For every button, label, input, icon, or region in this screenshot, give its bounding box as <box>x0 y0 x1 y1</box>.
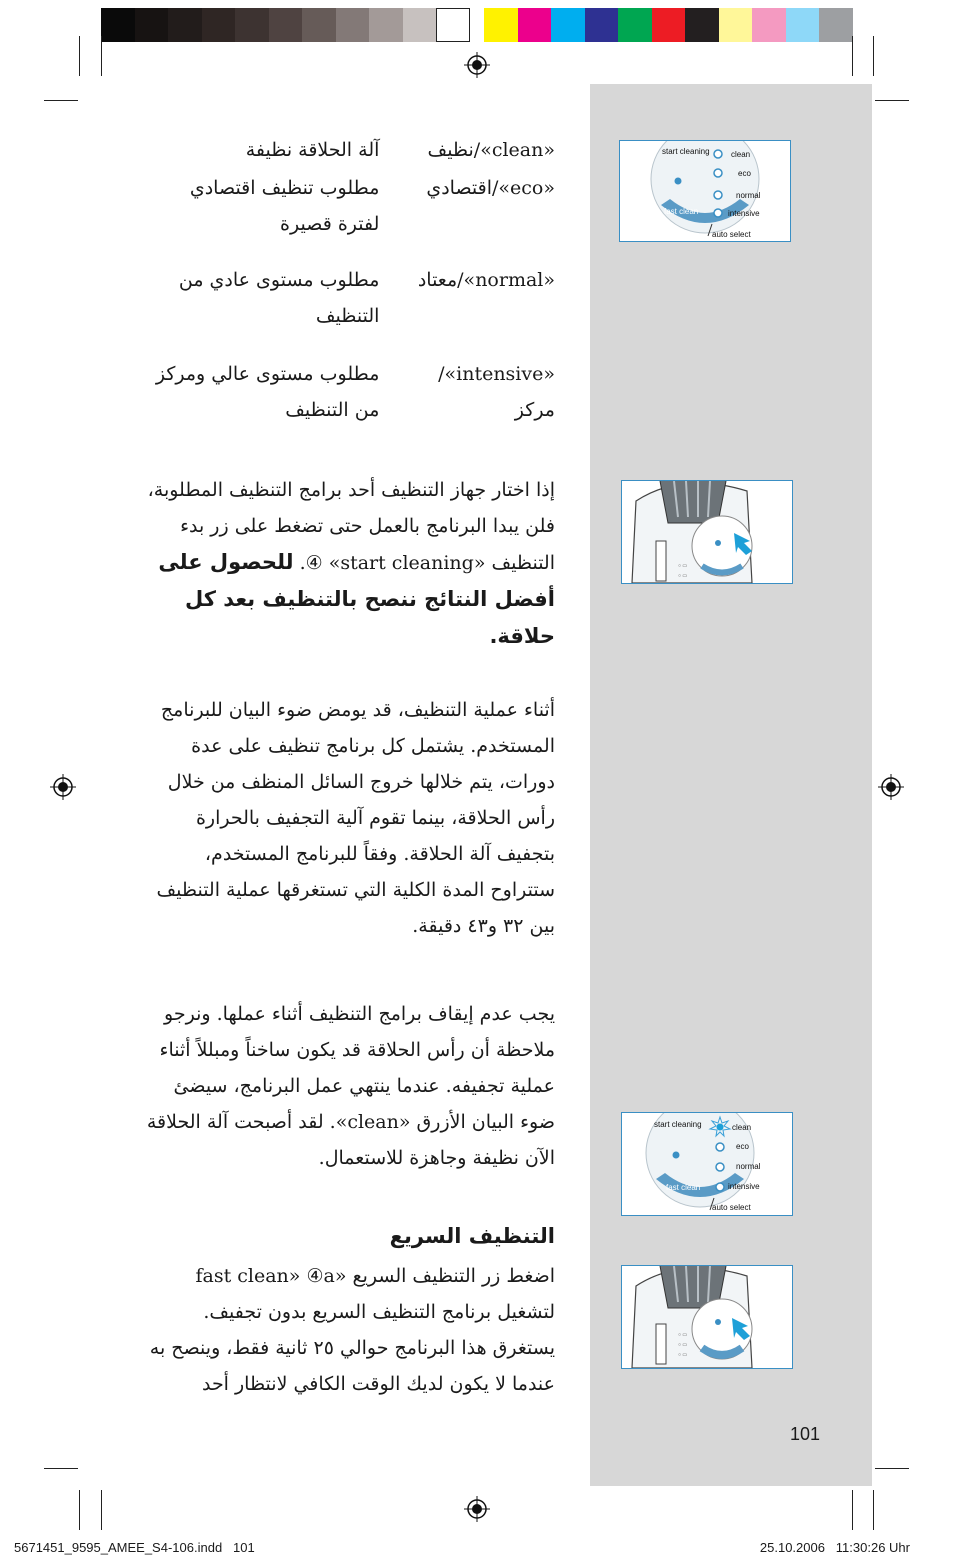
gray-swatch <box>202 8 236 42</box>
tip-bold-text: للحصول على أفضل النتائج ننصح بالتنظيف بعد كل حلاقة. <box>158 550 555 648</box>
control-dial <box>622 1113 792 1215</box>
gray-swatch <box>135 8 169 42</box>
crop-mark <box>875 100 909 101</box>
registration-mark <box>50 774 76 800</box>
registration-mark <box>464 52 490 78</box>
normal-label: normal <box>736 191 761 200</box>
clean-label: clean <box>731 150 751 159</box>
crop-mark <box>79 1490 80 1530</box>
paragraph-fast-clean: اضغط زر التنظيف السريع «fast clean» ④a لتشغيل برنامج التنظيف السريع بدون تجفيف. يستغرق هذا البرنامج حوالي ٢٥ ثانية فقط، وينصح به عندما لا يكون لديك الوقت الكافي لانتظار أحد <box>149 1265 555 1395</box>
gray-swatch <box>168 8 202 42</box>
color-swatch <box>652 8 686 42</box>
svg-text:○ ▭: ○ ▭ <box>678 1342 688 1348</box>
color-swatch <box>719 8 753 42</box>
program-desc: مطلوب مستوى عادي من التنظيف <box>178 269 380 327</box>
crop-mark <box>852 1490 853 1530</box>
crop-mark <box>873 36 874 76</box>
color-swatch <box>585 8 619 42</box>
gray-swatch <box>436 8 470 42</box>
clean-label: clean <box>732 1123 752 1132</box>
program-row-eco <box>150 170 555 242</box>
program-label: «normal»/معتاد <box>417 269 555 291</box>
footer-timestamp: 25.10.2006 11:30:26 Uhr <box>759 1540 910 1555</box>
start-cleaning-label: start cleaning <box>654 1120 702 1129</box>
color-swatch <box>685 8 719 42</box>
program-label: «clean»/نظيف <box>427 139 555 161</box>
color-swatch <box>518 8 552 42</box>
program-row-normal <box>150 262 555 334</box>
paragraph-start-cleaning <box>140 472 555 655</box>
device-start-illustration <box>621 480 793 584</box>
color-swatch <box>551 8 585 42</box>
device-fast-clean-illustration <box>621 1265 793 1369</box>
crop-mark <box>79 36 80 76</box>
control-dial <box>620 141 790 241</box>
gray-swatch <box>101 8 135 42</box>
clean-light-illustration <box>621 1112 793 1216</box>
intensive-label: intensive <box>728 209 760 218</box>
paragraph-text: إذا اختار جهاز التنظيف أحد برامج التنظيف المطلوبة، فلن يبدا البرنامج بالعمل حتى تضغط على زر بدء التنظيف «start cleaning» ④. <box>147 479 555 574</box>
color-swatch <box>819 8 853 42</box>
fast-clean-label: fast clean <box>666 1183 701 1192</box>
color-swatch <box>752 8 786 42</box>
program-desc: مطلوب تنظيف اقتصادي لفترة قصيرة <box>189 177 380 235</box>
program-label: «intensive»/مركز <box>438 363 555 421</box>
gray-swatch <box>336 8 370 42</box>
page-number: 101 <box>789 1424 820 1444</box>
normal-label: normal <box>736 1162 761 1171</box>
program-row-intensive <box>150 356 555 428</box>
fast-clean-heading: التنظيف السريع <box>389 1224 555 1248</box>
crop-mark <box>44 1468 78 1469</box>
registration-mark <box>464 1496 490 1522</box>
fast-clean-label: fast clean <box>664 207 699 216</box>
eco-label: eco <box>738 169 751 178</box>
color-swatch <box>618 8 652 42</box>
gray-swatch <box>235 8 269 42</box>
crop-mark <box>852 36 853 76</box>
svg-text:○ ▭: ○ ▭ <box>678 573 688 579</box>
auto-select-label: auto select <box>712 230 751 239</box>
crop-mark <box>44 100 78 101</box>
program-desc: آلة الحلاقة نظيفة <box>245 139 380 161</box>
program-label: «eco»/اقتصادي <box>426 177 555 199</box>
program-desc: مطلوب مستوى عالي ومركز من التنظيف <box>155 363 380 421</box>
crop-mark <box>101 36 102 76</box>
registration-mark <box>878 774 904 800</box>
svg-text:○ ▭: ○ ▭ <box>678 1352 688 1358</box>
paragraph-cleaning-process: أثناء عملية التنظيف، قد يومض ضوء البيان للبرنامج المستخدم. يشتمل كل برنامج تنظيف على عدة دورات، يتم خلالها خروج السائل المنظف من خلال رأس الحلاقة، بينما تقوم آلية التجفيف بالحرارة بتجفيف آلة الحلاقة. وفقاً للبرنامج المستخدم، ستتراوح المدة الكلية التي تستغرقها عملية التنظيف بين ٣٢ و٤٣ دقيقة. <box>156 699 555 937</box>
gray-swatch <box>403 8 437 42</box>
crop-mark <box>875 1468 909 1469</box>
gray-swatch <box>369 8 403 42</box>
crop-mark <box>101 1490 102 1530</box>
footer-file-slug: 5671451_9595_AMEE_S4-106.indd 101 <box>14 1540 255 1555</box>
auto-select-label: auto select <box>712 1203 751 1212</box>
gray-swatch <box>302 8 336 42</box>
intensive-label: intensive <box>728 1182 760 1191</box>
start-cleaning-label: start cleaning <box>662 147 710 156</box>
crop-mark <box>873 1490 874 1530</box>
eco-label: eco <box>736 1142 749 1151</box>
program-row-clean <box>150 132 555 168</box>
color-swatch <box>786 8 820 42</box>
svg-text:○ ▭: ○ ▭ <box>678 563 688 569</box>
color-swatch <box>484 8 518 42</box>
svg-text:○ ▭: ○ ▭ <box>678 1332 688 1338</box>
cleaning-station-icon <box>622 1266 792 1368</box>
control-panel-illustration <box>619 140 791 242</box>
paragraph-do-not-interrupt: يجب عدم إيقاف برامج التنظيف أثناء عملها. ونرجو ملاحظة أن رأس الحلاقة قد يكون ساخناً ومبللاً أثناء عملية تجفيفه. عندما ينتهي عمل البرنامج، سيضئ ضوء البيان الأزرق «clean». لقد أصبحت آلة الحلاقة الآن نظيفة وجاهزة للاستعمال. <box>146 1003 555 1169</box>
gray-swatch <box>269 8 303 42</box>
cleaning-station-icon <box>622 481 792 583</box>
